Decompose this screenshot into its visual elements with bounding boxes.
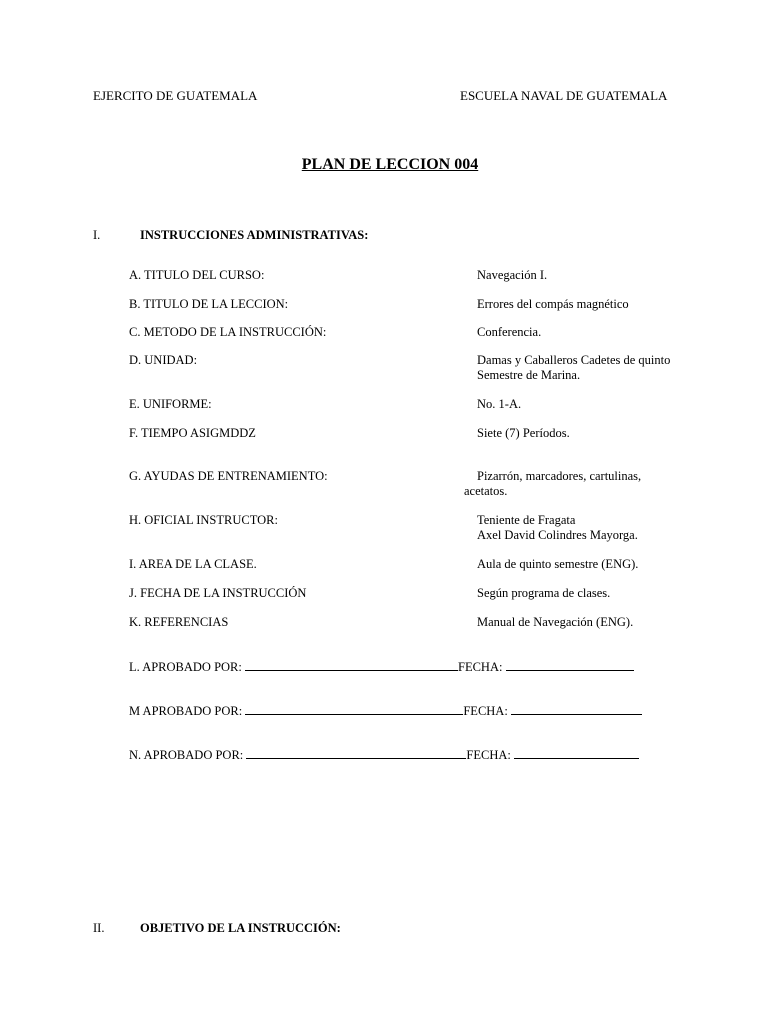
field-value-instructor-cont: Axel David Colindres Mayorga. — [477, 528, 638, 542]
approver-signature-line[interactable] — [245, 658, 458, 671]
approval-label: N. APROBADO POR: — [129, 748, 244, 762]
approval-row — [129, 746, 639, 763]
field-label-method: C. METODO DE LA INSTRUCCIÓN: — [129, 325, 327, 339]
approver-signature-line[interactable] — [246, 746, 466, 759]
section-title: INSTRUCCIONES ADMINISTRATIVAS: — [140, 228, 369, 242]
approval-date-label: FECHA: — [458, 660, 503, 674]
section-number: II. — [93, 921, 105, 935]
field-label-training-aids: G. AYUDAS DE ENTRENAMIENTO: — [129, 469, 328, 483]
field-value-training-aids-cont: acetatos. — [464, 484, 508, 498]
field-value-date: Según programa de clases. — [477, 586, 611, 600]
field-label-time: F. TIEMPO ASIGMDDZ — [129, 426, 256, 440]
approval-date-line[interactable] — [506, 658, 634, 671]
field-value-training-aids: Pizarrón, marcadores, cartulinas, — [477, 469, 642, 483]
approval-date-line[interactable] — [514, 746, 639, 759]
field-label-uniform: E. UNIFORME: — [129, 397, 212, 411]
field-value-course-title: Navegación I. — [477, 268, 548, 282]
approver-signature-line[interactable] — [245, 702, 463, 715]
field-label-course-title: A. TITULO DEL CURSO: — [129, 268, 265, 282]
section-number: I. — [93, 228, 101, 242]
approval-row — [129, 702, 642, 719]
field-value-instructor: Teniente de Fragata — [477, 513, 576, 527]
approval-label: M APROBADO POR: — [129, 704, 243, 718]
field-value-references: Manual de Navegación (ENG). — [477, 615, 634, 629]
field-value-unit-cont: Semestre de Marina. — [477, 368, 581, 382]
field-value-lesson-title: Errores del compás magnético — [477, 297, 629, 311]
section-title: OBJETIVO DE LA INSTRUCCIÓN: — [140, 921, 341, 935]
field-label-instructor: H. OFICIAL INSTRUCTOR: — [129, 513, 278, 527]
field-value-unit: Damas y Caballeros Cadetes de quinto — [477, 353, 671, 367]
page-title: PLAN DE LECCION 004 — [301, 156, 479, 173]
field-label-unit: D. UNIDAD: — [129, 353, 198, 367]
field-label-references: K. REFERENCIAS — [129, 615, 229, 629]
field-value-time: Siete (7) Períodos. — [477, 426, 570, 440]
approval-row — [129, 658, 634, 675]
approval-date-label: FECHA: — [466, 748, 511, 762]
field-label-date: J. FECHA DE LA INSTRUCCIÓN — [129, 586, 307, 600]
approval-date-line[interactable] — [511, 702, 642, 715]
field-label-lesson-title: B. TITULO DE LA LECCION: — [129, 297, 289, 311]
field-value-class-area: Aula de quinto semestre (ENG). — [477, 557, 639, 571]
field-label-class-area: I. AREA DE LA CLASE. — [129, 557, 257, 571]
header-left: EJERCITO DE GUATEMALA — [93, 88, 258, 103]
field-value-uniform: No. 1-A. — [477, 397, 522, 411]
approval-date-label: FECHA: — [463, 704, 508, 718]
header-right: ESCUELA NAVAL DE GUATEMALA — [460, 88, 668, 103]
field-value-method: Conferencia. — [477, 325, 542, 339]
approval-label: L. APROBADO POR: — [129, 660, 242, 674]
